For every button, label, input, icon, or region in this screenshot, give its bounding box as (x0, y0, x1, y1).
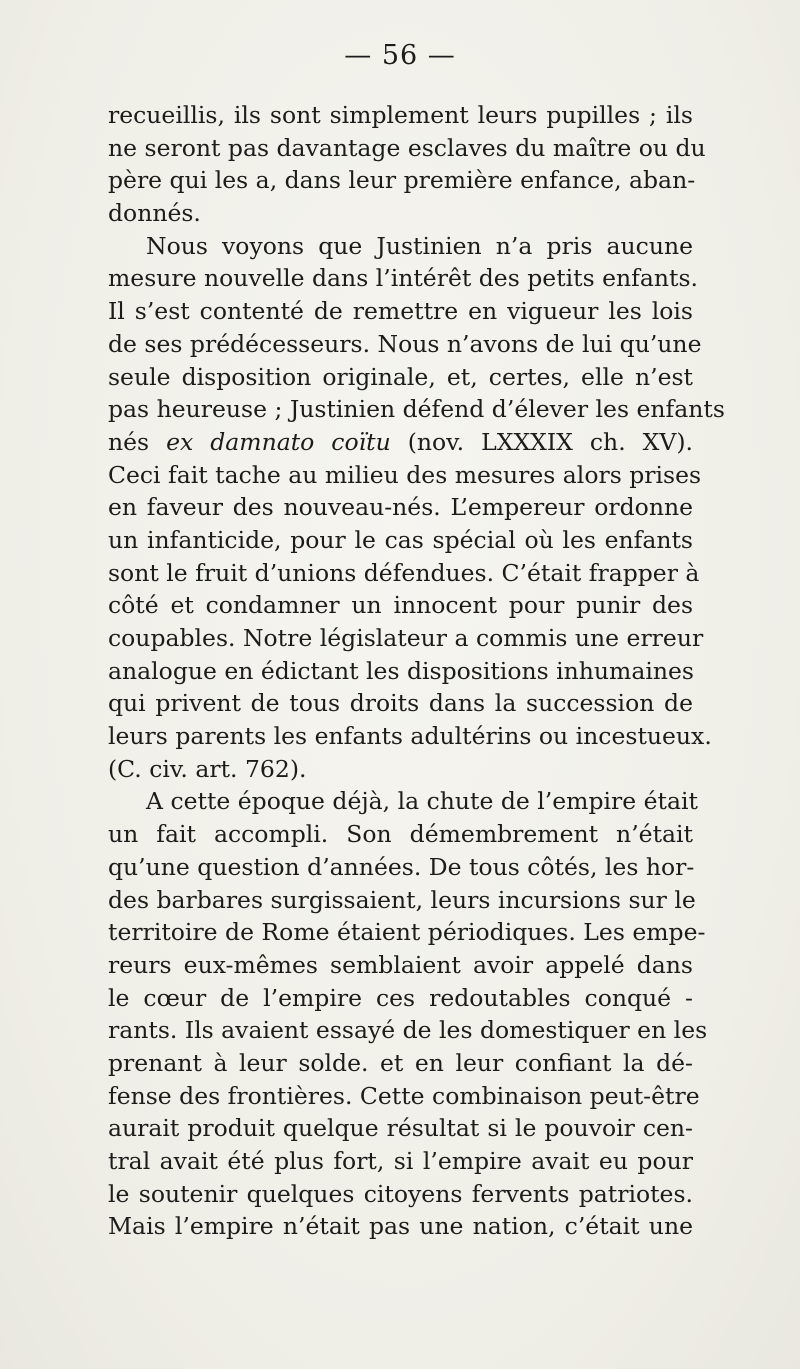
text-line (108, 426, 693, 459)
text-line: fense des frontières. Cette combinaison peut-être (108, 1081, 700, 1110)
text-segment: (nov. LXXXIX ch. XV). (390, 427, 693, 456)
text-line: le cœur de l’empire ces redoutables conqué - (108, 983, 693, 1012)
text-line: (C. civ. art. 762). (108, 754, 307, 783)
text-line: A cette époque déjà, la chute de l’empire était (146, 787, 698, 816)
text-line: coupables. Notre législateur a commis une erreur (108, 624, 704, 652)
text-line: un infanticide, pour le cas spécial où les enfants (108, 525, 693, 554)
text-line: ne seront pas davantage esclaves du maître ou du (108, 133, 706, 162)
text-line: côté et condamner un innocent pour punir des (108, 591, 693, 620)
text-line: tral avait été plus fort, si l’empire avait eu pour (108, 1147, 693, 1175)
text-line: prenant à leur solde. et en leur confiant la dé- (108, 1048, 693, 1077)
text-line: Mais l’empire n’était pas une nation, c’était une (108, 1212, 693, 1241)
text-line: reurs eux-mêmes semblaient avoir appelé dans (108, 950, 693, 979)
text-line: donnés. (108, 199, 201, 228)
text-line: sont le fruit d’unions défendues. C’était frapper à (108, 558, 700, 587)
text-line: un fait accompli. Son démembrement n’était (108, 820, 693, 849)
text-line: des barbares surgissaient, leurs incursions sur le (108, 885, 696, 914)
page-number: — 56 — (344, 40, 456, 71)
text-line: mesure nouvelle dans l’intérêt des petits enfants. (108, 264, 698, 293)
text-segment: nés (108, 427, 167, 456)
text-line: qui privent de tous droits dans la succession de (108, 689, 693, 718)
text-line: Nous voyons que Justinien n’a pris aucune (146, 231, 693, 260)
body-text (108, 99, 725, 1243)
text-line: territoire de Rome étaient périodiques. Les empe- (108, 918, 706, 947)
text-line: rants. Ils avaient essayé de les domestiquer en les (108, 1016, 708, 1045)
text-line: leurs parents les enfants adultérins ou incestueux. (108, 722, 712, 751)
text-line: seule disposition originale, et, certes, elle n’est (108, 362, 693, 391)
text-line: en faveur des nouveau-nés. L’empereur ordonne (108, 493, 693, 522)
text-line: de ses prédécesseurs. Nous n’avons de lui qu’une (108, 329, 702, 358)
text-line: pas heureuse ; Justinien défend d’élever les enfants (108, 395, 725, 424)
text-line: Ceci fait tache au milieu des mesures alors prises (108, 460, 702, 489)
text-line: père qui les a, dans leur première enfance, aban- (108, 166, 696, 195)
italic-phrase: ex damnato coïtu (166, 427, 391, 456)
text-line: analogue en édictant les dispositions inhumaines (108, 656, 694, 685)
text-line: recueillis, ils sont simplement leurs pupilles ; ils (108, 101, 693, 129)
text-line: le soutenir quelques citoyens fervents patriotes. (108, 1179, 693, 1208)
text-line: qu’une question d’années. De tous côtés, les hor- (108, 852, 695, 881)
text-line: Il s’est contenté de remettre en vigueur les lois (108, 297, 693, 326)
text-line: aurait produit quelque résultat si le pouvoir cen- (108, 1114, 693, 1143)
